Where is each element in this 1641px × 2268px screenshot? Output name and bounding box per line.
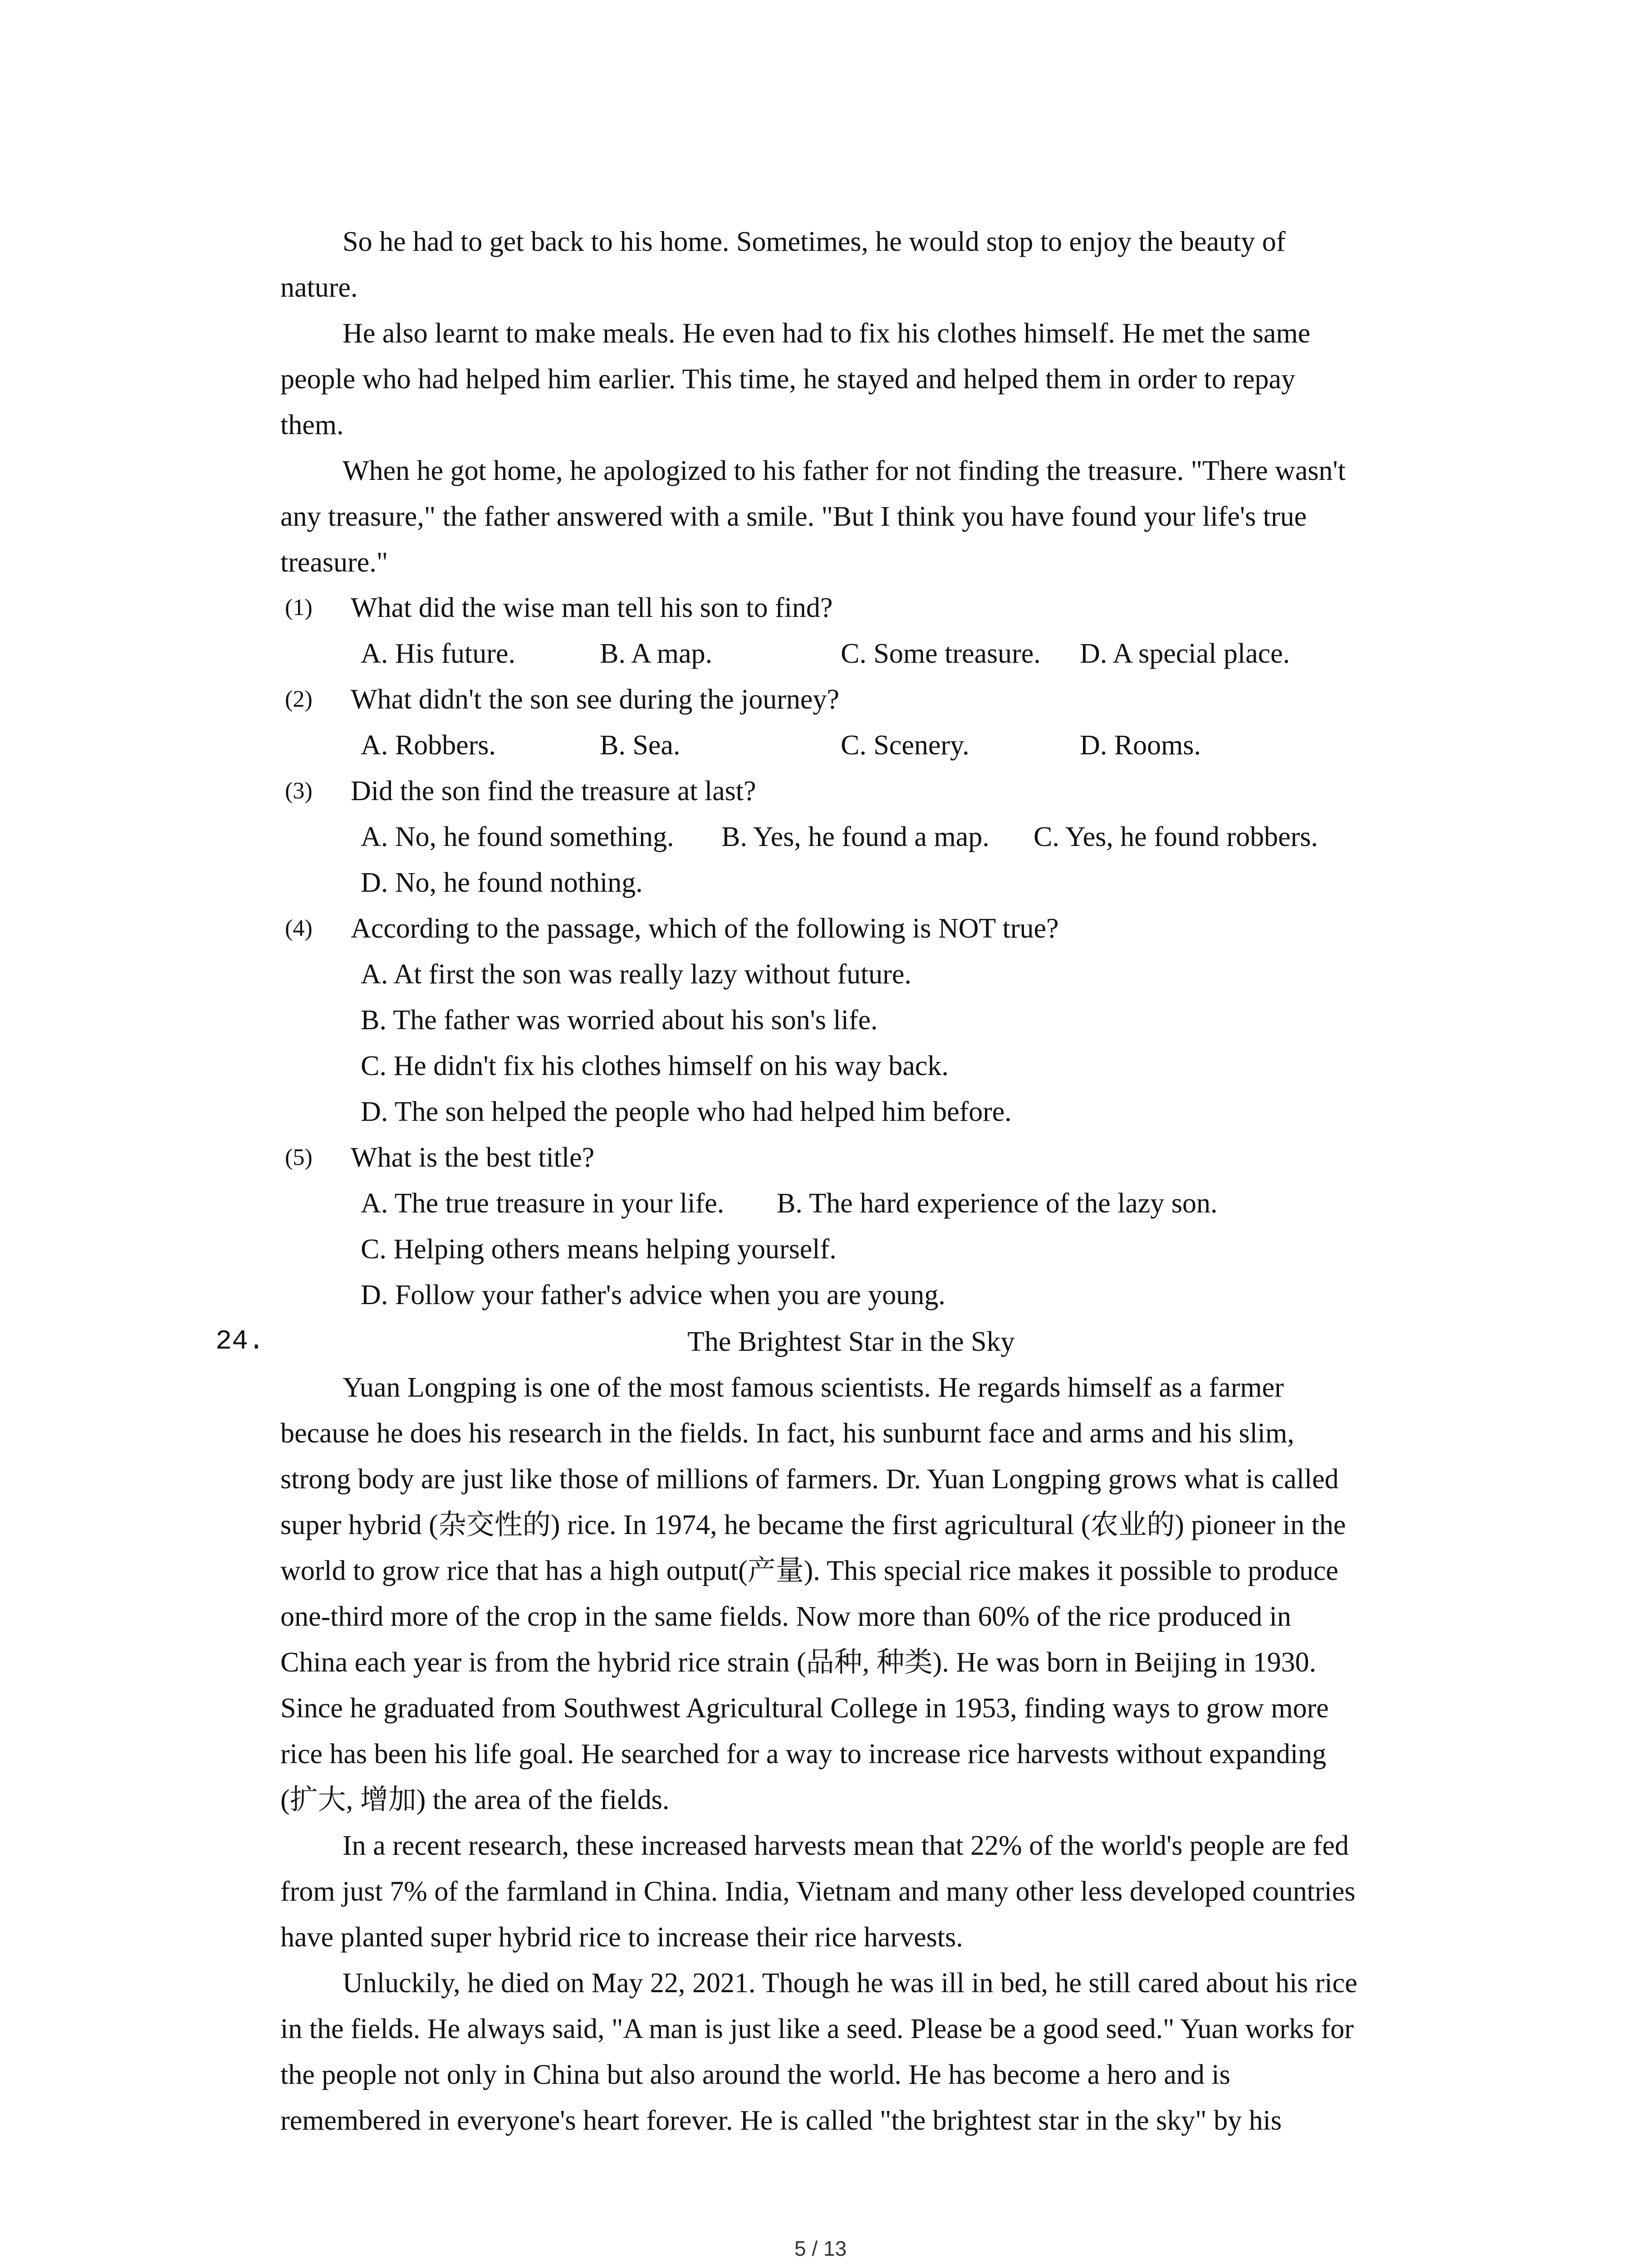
option-d: D. Follow your father's advice when you are young. xyxy=(361,1280,945,1310)
question-text: What did the wise man tell his son to find? xyxy=(351,592,833,623)
question-text: According to the passage, which of the following is NOT true? xyxy=(351,913,1059,944)
option-b: B. Yes, he found a map. xyxy=(721,821,989,852)
option-c: C. Helping others means helping yourself. xyxy=(361,1234,837,1265)
option-b: B. The father was worried about his son's life. xyxy=(361,1005,878,1036)
option-d: D. A special place. xyxy=(1080,638,1290,669)
question-number: (2) xyxy=(285,686,313,712)
option-d: D. Rooms. xyxy=(1080,730,1201,761)
passage-line: nature. xyxy=(280,272,358,303)
passage-title: The Brightest Star in the Sky xyxy=(687,1326,1015,1357)
option-b: B. A map. xyxy=(600,638,713,669)
question-number: (1) xyxy=(285,595,313,621)
passage-line: Yuan Longping is one of the most famous scientists. He regards himself as a farmer xyxy=(343,1372,1284,1403)
passage-line: because he does his research in the fields. In fact, his sunburnt face and arms and his slim, xyxy=(280,1418,1294,1449)
option-b: B. The hard experience of the lazy son. xyxy=(777,1188,1218,1219)
page-number: 5 / 13 xyxy=(794,2237,847,2260)
passage-line: people who had helped him earlier. This time, he stayed and helped them in order to repay xyxy=(280,364,1296,395)
passage-line: in the fields. He always said, "A man is just like a seed. Please be a good seed." Yuan works for xyxy=(280,2014,1354,2044)
passage-line: He also learnt to make meals. He even had to fix his clothes himself. He met the same xyxy=(343,318,1311,349)
passage-line: When he got home, he apologized to his father for not finding the treasure. "There wasn't xyxy=(343,455,1346,486)
option-c: C. Yes, he found robbers. xyxy=(1034,821,1318,852)
passage-line: Since he graduated from Southwest Agricultural College in 1953, finding ways to grow more xyxy=(280,1693,1329,1724)
option-b: B. Sea. xyxy=(600,730,681,761)
question-text: What didn't the son see during the journey? xyxy=(351,684,839,715)
question-number: (4) xyxy=(285,915,313,941)
option-a: A. No, he found something. xyxy=(361,821,674,852)
option-a: A. The true treasure in your life. xyxy=(361,1188,725,1219)
passage-line: world to grow rice that has a high output(产量). This special rice makes it possible to produce xyxy=(280,1555,1338,1586)
question-text: Did the son find the treasure at last? xyxy=(351,776,756,807)
option-d: D. The son helped the people who had helped him before. xyxy=(361,1096,1012,1127)
option-a: A. His future. xyxy=(361,638,515,669)
option-c: C. Some treasure. xyxy=(841,638,1041,669)
passage-line: treasure." xyxy=(280,547,388,578)
passage-line: strong body are just like those of millions of farmers. Dr. Yuan Longping grows what is called xyxy=(280,1464,1339,1495)
passage-line: from just 7% of the farmland in China. India, Vietnam and many other less developed countries xyxy=(280,1876,1356,1907)
passage-line: So he had to get back to his home. Sometimes, he would stop to enjoy the beauty of xyxy=(343,226,1286,257)
option-a: A. At first the son was really lazy without future. xyxy=(361,959,911,990)
option-d: D. No, he found nothing. xyxy=(361,867,643,898)
passage-line: them. xyxy=(280,410,344,440)
passage-line: have planted super hybrid rice to increase their rice harvests. xyxy=(280,1922,963,1953)
passage-line: super hybrid (杂交性的) rice. In 1974, he became the first agricultural (农业的) pioneer in the xyxy=(280,1510,1346,1540)
question-number: (5) xyxy=(285,1144,313,1170)
option-c: C. Scenery. xyxy=(841,730,970,761)
question-number: (3) xyxy=(285,778,313,804)
item-number: 24. xyxy=(216,1326,265,1357)
passage-line: one-third more of the crop in the same fields. Now more than 60% of the rice produced in xyxy=(280,1601,1291,1632)
passage-line: the people not only in China but also around the world. He has become a hero and is xyxy=(280,2059,1230,2090)
option-a: A. Robbers. xyxy=(361,730,496,761)
option-c: C. He didn't fix his clothes himself on his way back. xyxy=(361,1051,949,1081)
passage-line: In a recent research, these increased harvests mean that 22% of the world's people are fed xyxy=(343,1830,1349,1861)
passage-line: (扩大, 增加) the area of the fields. xyxy=(280,1784,670,1815)
question-text: What is the best title? xyxy=(351,1142,595,1173)
passage-line: rice has been his life goal. He searched for a way to increase rice harvests without expanding xyxy=(280,1739,1327,1769)
passage-line: China each year is from the hybrid rice strain (品种, 种类). He was born in Beijing in 1930. xyxy=(280,1647,1317,1678)
passage-line: Unluckily, he died on May 22, 2021. Though he was ill in bed, he still cared about his rice xyxy=(343,1968,1357,1999)
passage-line: any treasure," the father answered with a smile. "But I think you have found your life's true xyxy=(280,501,1307,532)
passage-line: remembered in everyone's heart forever. He is called "the brightest star in the sky" by his xyxy=(280,2105,1282,2136)
